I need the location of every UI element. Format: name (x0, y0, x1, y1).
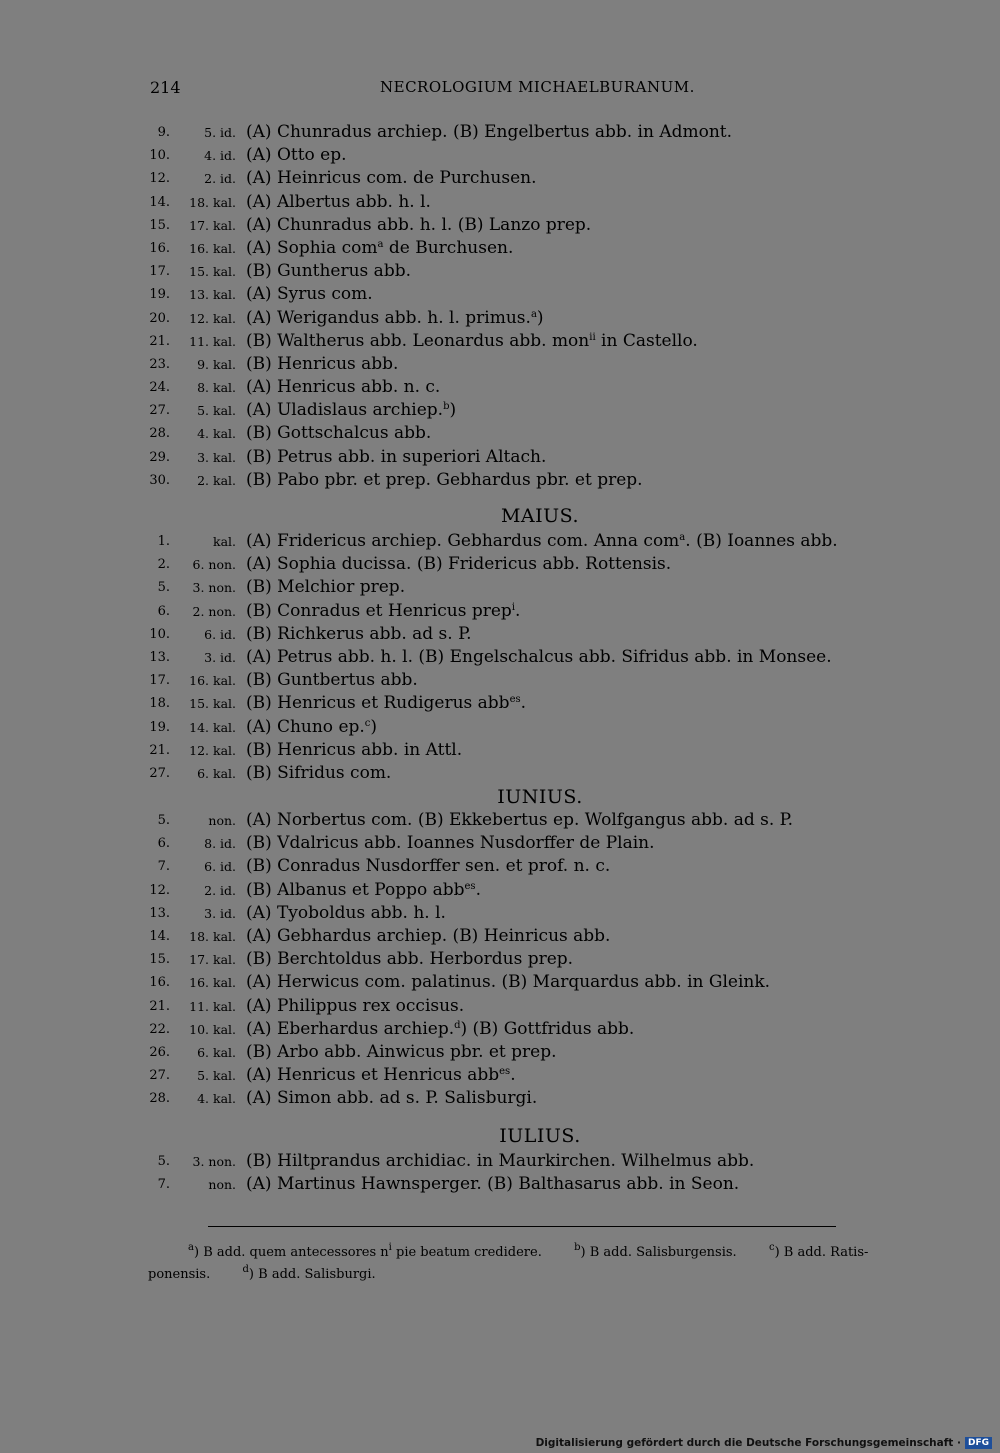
necrology-entry (140, 809, 880, 832)
digitization-banner (536, 1435, 992, 1451)
entry-day: 5. (157, 580, 170, 596)
entry-text: (A) Heinricus com. de Purchusen. (246, 168, 537, 189)
entry-text: (A) Fridericus archiep. Gebhardus com. Anna com$^a$. (B) Ioannes abb. (246, 531, 838, 551)
entry-day: 12. (149, 882, 170, 898)
entry-text: (A) Petrus abb. h. l. (B) Engelschalcus abb. Sifridus abb. in Monsee. (246, 646, 832, 667)
entry-text: (A) Simon abb. ad s. P. Salisburgi. (246, 1088, 538, 1109)
entry-day: 17. (149, 673, 170, 689)
entry-text: (B) Waltherus abb. Leonardus abb. mon$^{ii}$ in Castello. (246, 330, 698, 351)
necrology-entry (140, 646, 880, 669)
entry-text: (A) Sophia com$^a$ de Burchusen. (246, 237, 514, 258)
entry-text: (B) Guntbertus abb. (246, 670, 418, 691)
entry-roman-date: 8. id. (204, 836, 236, 852)
entry-roman-date: 3. id. (204, 649, 236, 665)
footnote-d: B add. Salisburgi. (258, 1267, 376, 1282)
entry-text: (B) Arbo abb. Ainwicus pbr. et prep. (246, 1041, 557, 1062)
entry-roman-date: 15. kal. (189, 264, 236, 280)
entry-text: (A) Albertus abb. h. l. (246, 191, 431, 212)
necrology-entry (140, 214, 880, 237)
entry-day: 22. (149, 1021, 170, 1037)
entry-text: (A) Henricus abb. n. c. (246, 377, 441, 398)
entry-roman-date: 6. kal. (197, 765, 236, 781)
entry-day: 1. (157, 534, 170, 549)
entry-text: (A) Philippus rex occisus. (246, 995, 465, 1016)
footnote-marker-a: a (188, 1242, 194, 1253)
necrology-entry (140, 553, 880, 576)
banner-text: Digitalisierung gefördert durch die Deutsche Forschungsgemeinschaft · (535, 1437, 961, 1449)
necrology-entry (140, 600, 880, 623)
entry-text: (B) Vdalricus abb. Ioannes Nusdorffer de Plain. (246, 833, 655, 854)
footnote-marker-b: b (574, 1242, 581, 1253)
entry-roman-date: 17. kal. (189, 952, 236, 968)
entry-roman-date: 6. non. (192, 557, 236, 573)
necrology-entry (140, 971, 880, 994)
necrology-entry (140, 716, 880, 739)
entry-roman-date: non. (208, 1176, 236, 1192)
necrology-entry (140, 902, 880, 925)
entry-day: 10. (149, 148, 170, 164)
entry-day: 30. (149, 472, 170, 488)
entry-roman-date: 4. kal. (197, 426, 236, 442)
necrology-entry (140, 925, 880, 948)
entry-day: 19. (149, 719, 170, 735)
entry-roman-date: 5. id. (204, 125, 236, 140)
entry-roman-date: 5. kal. (197, 1068, 236, 1084)
entry-text: (B) Berchtoldus abb. Herbordus prep. (246, 949, 574, 970)
month-heading: IULIUS. (499, 1124, 581, 1147)
entry-roman-date: 2. kal. (197, 472, 236, 488)
entry-text: (B) Gottschalcus abb. (246, 423, 432, 444)
entry-day: 14. (149, 929, 170, 944)
entry-day: 10. (149, 626, 170, 642)
entry-text: (A) Otto ep. (246, 145, 347, 166)
entry-text: (B) Conradus et Henricus prep$^i$. (246, 600, 521, 621)
entry-text: (B) Sifridus com. (246, 762, 392, 783)
entry-text: (B) Hiltprandus archidiac. in Maurkirchen. Wilhelmus abb. (246, 1150, 755, 1171)
entry-text: (A) Tyoboldus abb. h. l. (246, 902, 446, 923)
footnote-c: B add. Ratis- (783, 1245, 869, 1260)
footnote-a: B add. quem antecessores $n^i$ pie beatum credidere. (203, 1242, 542, 1260)
entry-roman-date: 6. id. (204, 859, 236, 875)
necrology-entry (140, 399, 880, 422)
entry-day: 16. (149, 975, 170, 991)
entry-day: 9. (157, 125, 170, 140)
entry-day: 13. (149, 905, 170, 921)
footnote-line: $^a$) B add. quem antecessores $n^i$ pie beatum credidere. $^b$) B add. Salisburgensis. $^c$) B add. Ratis- (188, 1242, 869, 1260)
entry-roman-date: kal. (213, 534, 236, 549)
entry-text: (A) Sophia ducissa. (B) Fridericus abb. Rottensis. (246, 554, 672, 575)
necrology-entry (140, 995, 880, 1018)
entry-text: (A) Norbertus com. (B) Ekkebertus ep. Wolfgangus abb. ad s. P. (246, 810, 794, 831)
entry-day: 26. (149, 1044, 170, 1060)
entry-text: (A) Eberhardus archiep.$^d$) (B) Gottfridus abb. (246, 1018, 635, 1039)
entry-text: (A) Herwicus com. palatinus. (B) Marquardus abb. in Gleink. (246, 972, 771, 993)
entry-text: (A) Werigandus abb. h. l. primus.$^a$) (246, 307, 544, 328)
entry-day: 18. (149, 696, 170, 712)
entry-day: 6. (157, 836, 170, 852)
entry-text: (B) Guntherus abb. (246, 261, 411, 282)
necrology-entry (140, 692, 880, 715)
footnote-marker-c: c (768, 1242, 775, 1253)
entry-text: (A) Chunradus abb. h. l. (B) Lanzo prep. (246, 214, 592, 235)
necrology-entry (140, 283, 880, 306)
entry-day: 27. (149, 403, 170, 419)
entry-text: (B) Albanus et Poppo abb$^{es}$. (246, 879, 481, 900)
entry-day: 15. (149, 217, 170, 233)
entry-roman-date: 18. kal. (189, 929, 236, 944)
page-number: 214 (150, 78, 181, 97)
entry-day: 5. (157, 1153, 170, 1169)
entry-text: (A) Chuno ep.$^c$) (246, 716, 378, 737)
necrology-entry (140, 307, 880, 330)
entry-roman-date: 3. non. (192, 1153, 236, 1169)
necrology-entry (140, 422, 880, 445)
necrology-entry (140, 121, 880, 144)
entry-roman-date: 8. kal. (197, 380, 236, 396)
entry-day: 16. (149, 240, 170, 256)
entry-text: (B) Melchior prep. (246, 577, 406, 598)
footnote-c-continuation: ponensis. (148, 1267, 211, 1282)
entry-day: 27. (149, 1068, 170, 1084)
entry-day: 14. (149, 194, 170, 210)
entry-day: 7. (157, 859, 170, 875)
entry-day: 12. (149, 171, 170, 187)
necrology-entry (140, 762, 880, 785)
entry-roman-date: 3. non. (192, 580, 236, 596)
entry-roman-date: 3. kal. (197, 449, 236, 465)
entry-text: (B) Pabo pbr. et prep. Gebhardus pbr. et prep. (246, 469, 643, 490)
necrology-entry (140, 832, 880, 855)
necrology-entry (140, 669, 880, 692)
entry-text: (A) Syrus com. (246, 284, 373, 305)
footnote-rule (208, 1226, 836, 1227)
necrology-entry (140, 1173, 880, 1196)
necrology-entry (140, 948, 880, 971)
necrology-entry (140, 353, 880, 376)
entry-text: (B) Henricus et Rudigerus abb$^{es}$. (246, 693, 527, 714)
entry-text: (B) Henricus abb. in Attl. (246, 739, 463, 760)
entry-day: 21. (149, 998, 170, 1014)
entry-roman-date: 16. kal. (189, 673, 236, 689)
month-heading: MAIUS. (500, 505, 580, 527)
running-title: NECROLOGIUM MICHAELBURANUM. (380, 78, 695, 96)
necrology-entry (140, 623, 880, 646)
entry-text: (A) Chunradus archiep. (B) Engelbertus abb. in Admont. (246, 122, 733, 142)
entry-roman-date: 2. non. (192, 603, 236, 619)
entry-roman-date: 15. kal. (189, 696, 236, 712)
entry-day: 2. (157, 557, 170, 573)
necrology-entry (140, 1041, 880, 1064)
necrology-entry (140, 879, 880, 902)
necrology-entry (140, 446, 880, 469)
entry-roman-date: 6. id. (204, 626, 236, 642)
necrology-entry (140, 1150, 880, 1173)
entry-roman-date: 4. id. (204, 148, 236, 164)
entry-roman-date: 16. kal. (189, 975, 236, 991)
entry-roman-date: 14. kal. (189, 719, 236, 735)
entry-text: (A) Henricus et Henricus abb$^{es}$. (246, 1065, 516, 1086)
entry-day: 21. (149, 333, 170, 349)
entry-roman-date: 18. kal. (189, 194, 236, 210)
necrology-entry (140, 530, 880, 553)
necrology-entry (140, 376, 880, 399)
entry-day: 19. (149, 287, 170, 303)
necrology-entry (140, 144, 880, 167)
necrology-entry (140, 1087, 880, 1110)
entry-day: 13. (149, 649, 170, 665)
entry-roman-date: 2. id. (204, 171, 236, 187)
entry-day: 29. (149, 449, 170, 465)
page-header (150, 78, 866, 100)
entry-roman-date: 4. kal. (197, 1091, 236, 1107)
entry-day: 28. (149, 1091, 170, 1107)
entry-day: 6. (157, 603, 170, 619)
entry-day: 15. (149, 952, 170, 968)
necrology-entry (140, 469, 880, 492)
entry-day: 28. (149, 426, 170, 442)
entry-roman-date: 17. kal. (189, 217, 236, 233)
entry-text: (B) Petrus abb. in superiori Altach. (246, 446, 547, 467)
necrology-entries (140, 121, 880, 1196)
entry-day: 17. (149, 264, 170, 280)
footnote-marker-d: d (242, 1264, 249, 1275)
entry-text: (B) Richkerus abb. ad s. P. (246, 623, 472, 644)
entry-roman-date: 10. kal. (189, 1021, 236, 1037)
necrology-entry (140, 739, 880, 762)
entry-roman-date: 6. kal. (197, 1044, 236, 1060)
necrology-entry (140, 1018, 880, 1041)
necrology-entry (140, 576, 880, 599)
necrology-entry (140, 191, 880, 214)
entry-roman-date: 9. kal. (197, 356, 236, 372)
footnote-line: ponensis. $^d$) B add. Salisburgi. (148, 1264, 376, 1282)
entry-day: 27. (149, 765, 170, 781)
entry-day: 24. (149, 380, 170, 396)
necrology-entry (140, 1064, 880, 1087)
entry-text: (B) Conradus Nusdorffer sen. et prof. n. c. (246, 856, 611, 877)
necrology-entry (140, 167, 880, 190)
entry-roman-date: 11. kal. (189, 333, 236, 349)
entry-day: 5. (157, 813, 170, 829)
entry-roman-date: 2. id. (204, 882, 236, 898)
necrology-entry (140, 260, 880, 283)
month-heading: IUNIUS. (497, 786, 583, 809)
entry-day: 20. (149, 310, 170, 326)
entry-day: 23. (149, 356, 170, 372)
entry-roman-date: 11. kal. (189, 998, 236, 1014)
entry-day: 21. (149, 742, 170, 758)
footnotes (148, 1242, 883, 1286)
entry-roman-date: 13. kal. (189, 287, 236, 303)
footnote-b: B add. Salisburgensis. (589, 1245, 737, 1260)
entry-text: (A) Uladislaus archiep.$^b$) (246, 400, 457, 421)
entry-roman-date: 12. kal. (189, 742, 236, 758)
entry-roman-date: 16. kal. (189, 240, 236, 256)
necrology-entry (140, 330, 880, 353)
necrology-entry (140, 237, 880, 260)
entry-roman-date: 12. kal. (189, 310, 236, 326)
dfg-logo-icon: DFG (965, 1437, 992, 1449)
entry-roman-date: 5. kal. (197, 403, 236, 419)
entry-text: (A) Gebhardus archiep. (B) Heinricus abb. (246, 926, 611, 946)
necrology-entry (140, 855, 880, 878)
entry-roman-date: 3. id. (204, 905, 236, 921)
entry-text: (B) Henricus abb. (246, 353, 399, 374)
entry-text: (A) Martinus Hawnsperger. (B) Balthasarus abb. in Seon. (246, 1173, 740, 1194)
entry-day: 7. (157, 1176, 170, 1192)
entry-roman-date: non. (208, 813, 236, 829)
